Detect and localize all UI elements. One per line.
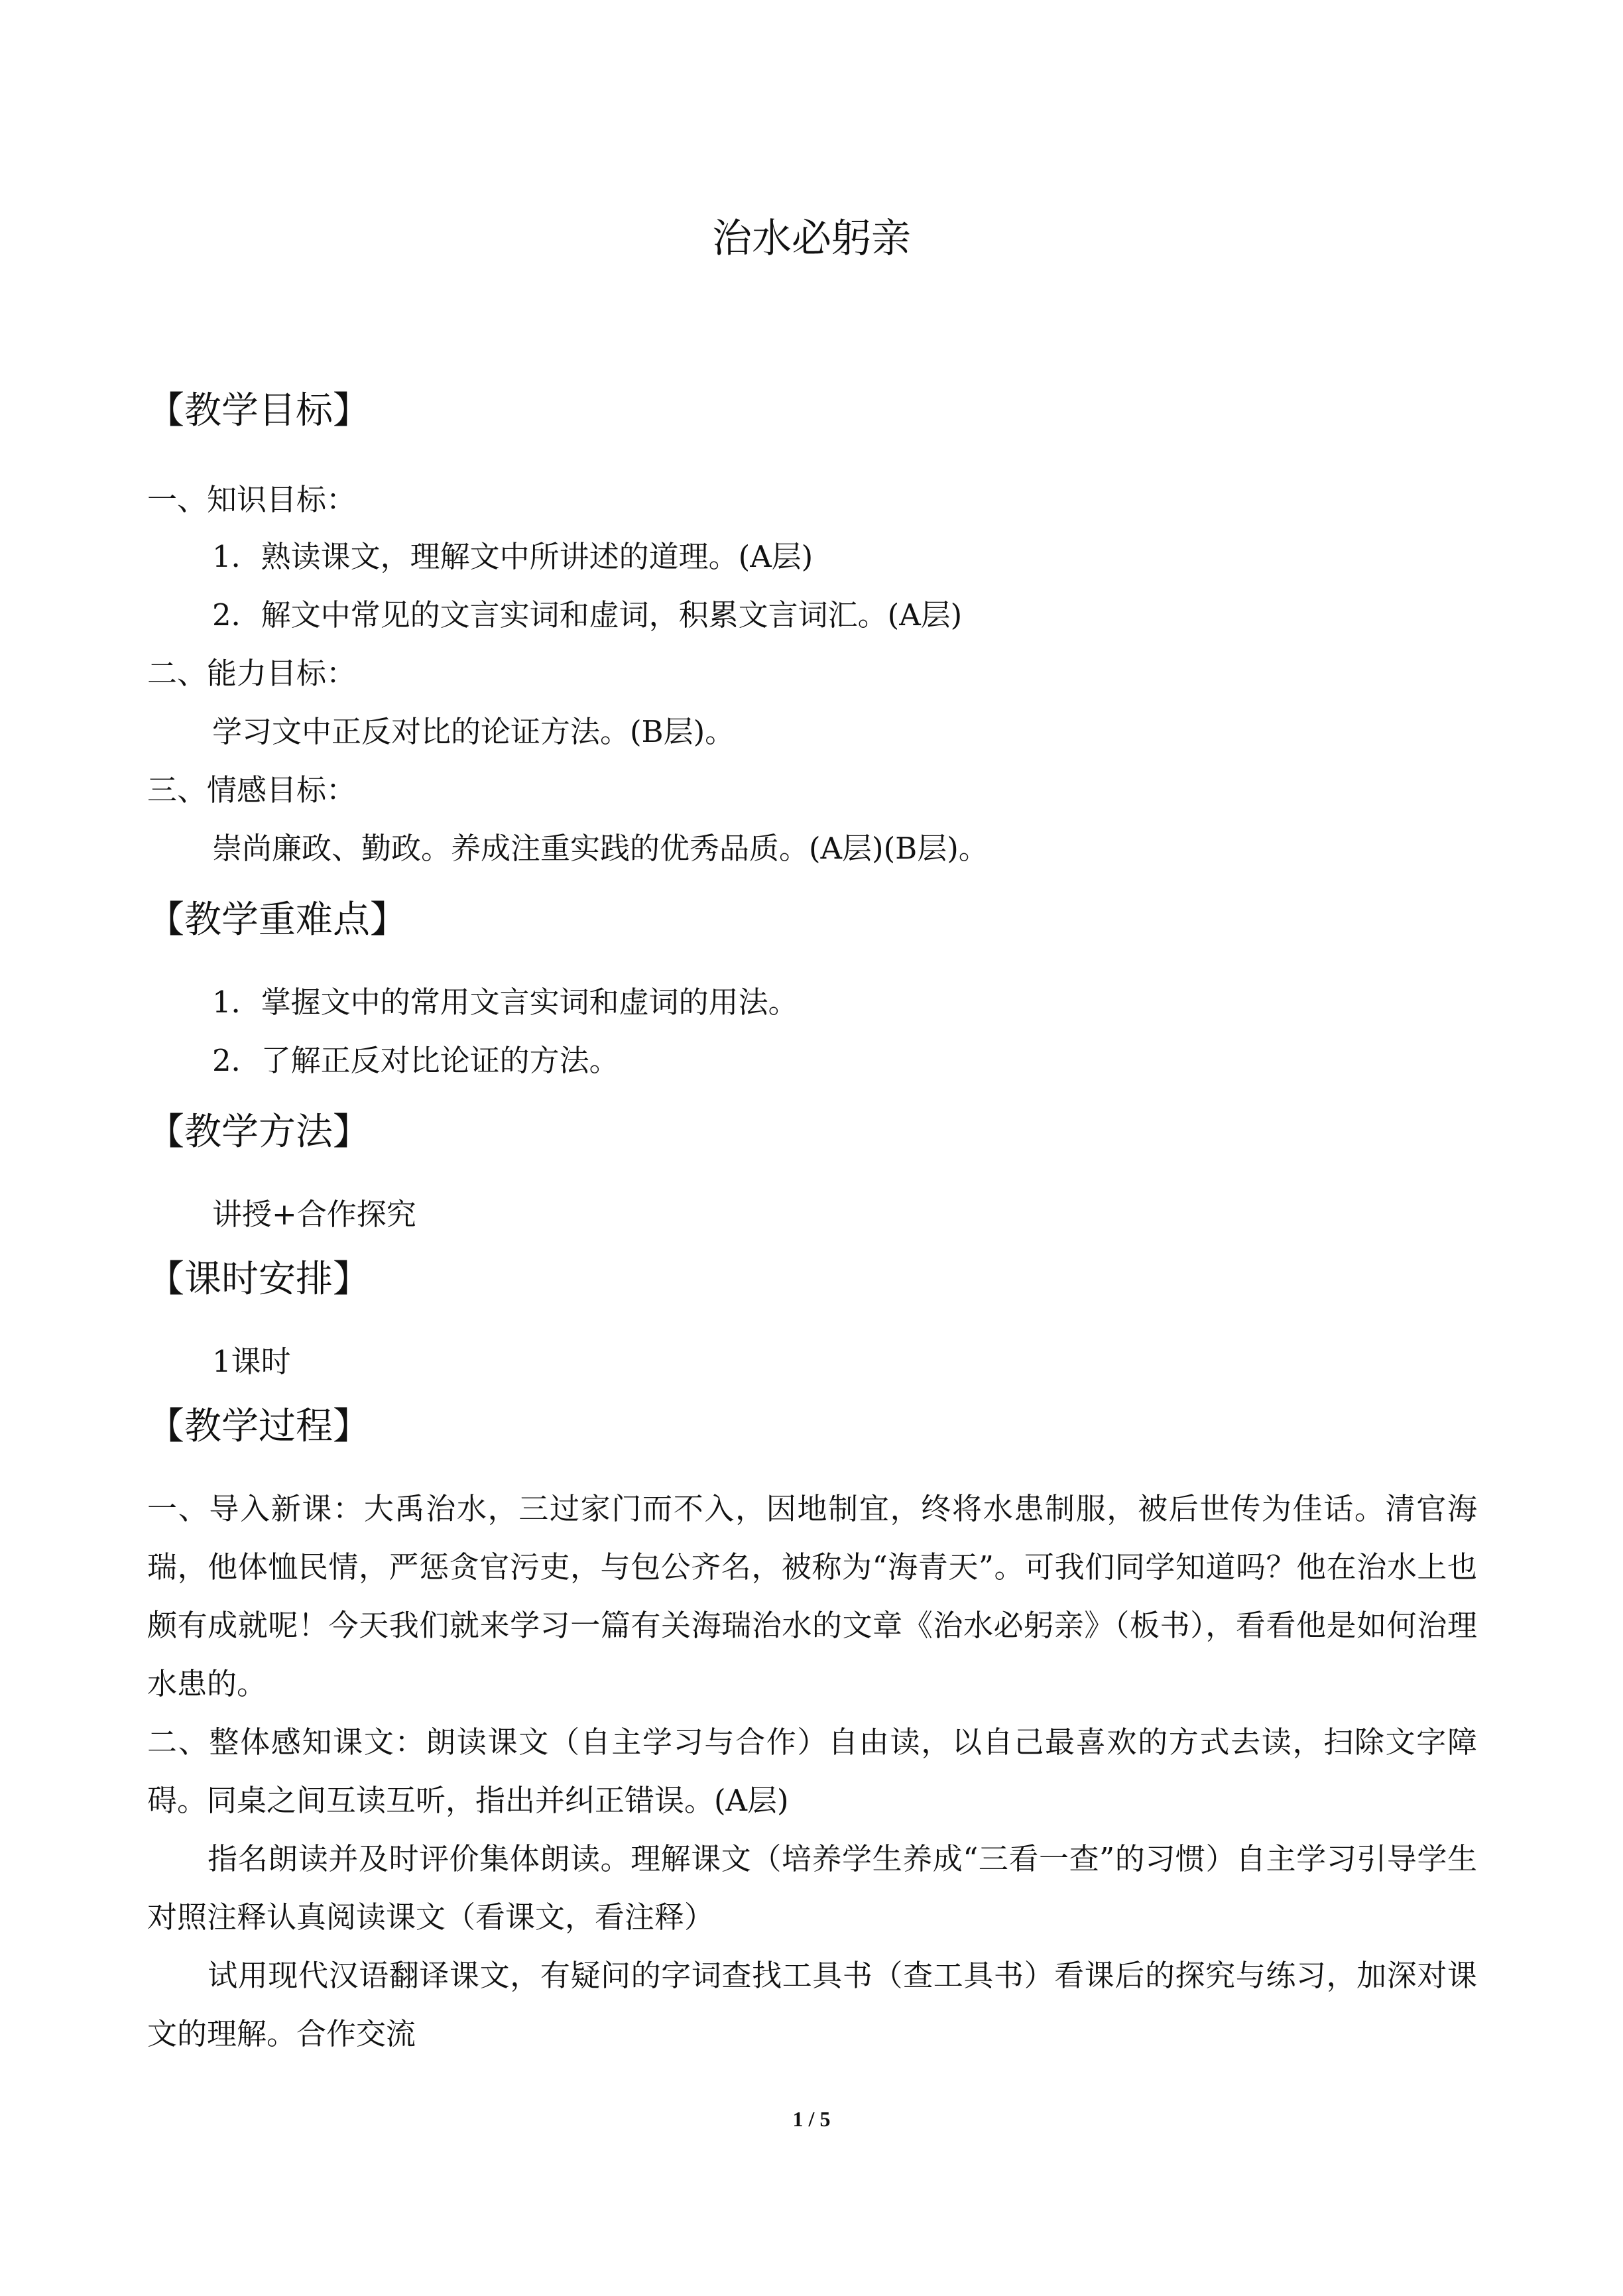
methods-text: 讲授+合作探究 (212, 1197, 416, 1232)
section-heading-methods: 【教学方法】 (147, 1111, 370, 1154)
section-heading-process: 【教学过程】 (147, 1405, 370, 1448)
process-paragraph-intro: 一、导入新课：大禹治水，三过家门而不入，因地制宜，终将水患制服，被后世传为佳话。清官海瑞，他体恤民情，严惩贪官污吏，与包公齐名，被称为“海青天”。可我们同学知道吗？他在治水上也颇有成就呢！今天我们就来学习一篇有关海瑞治水的文章《治水必躬亲》（板书），看看他是如何治理水患的。 (147, 1491, 1477, 1701)
ability-objective-label: 二、能力目标： (147, 656, 357, 691)
section-heading-schedule: 【课时安排】 (147, 1258, 370, 1301)
process-paragraph-translation: 试用现代汉语翻译课文，有疑问的字词查找工具书（查工具书）看课后的探究与练习，加深对课文的理解。合作交流 (147, 1958, 1477, 2051)
key-point-item-1: 1．掌握文中的常用文言实词和虚词的用法。 (212, 985, 798, 1020)
emotion-objective-label: 三、情感目标： (147, 772, 357, 808)
process-paragraph-overview: 二、整体感知课文：朗读课文（自主学习与合作）自由读，以自己最喜欢的方式去读，扫除文字障碍。同桌之间互读互听，指出并纠正错误。(A层) (147, 1724, 1477, 1818)
key-point-item-2: 2．了解正反对比论证的方法。 (212, 1043, 619, 1078)
knowledge-objective-item-2: 2．解文中常见的文言实词和虚词，积累文言词汇。(A层) (212, 597, 963, 633)
document-title: 治水必躬亲 (712, 215, 911, 262)
page-number: 1 / 5 (792, 2107, 831, 2131)
section-heading-objectives: 【教学目标】 (147, 389, 370, 432)
knowledge-objective-item-1: 1．熟读课文，理解文中所讲述的道理。(A层) (212, 539, 813, 574)
ability-objective-text: 学习文中正反对比的论证方法。(B层)。 (212, 714, 735, 749)
schedule-text: 1课时 (212, 1344, 291, 1379)
emotion-objective-text: 崇尚廉政、勤政。养成注重实践的优秀品质。(A层)(B层)。 (212, 831, 989, 866)
knowledge-objective-label: 一、知识目标： (147, 482, 357, 517)
section-heading-key-points: 【教学重难点】 (147, 898, 407, 941)
process-paragraph-reading: 指名朗读并及时评价集体朗读。理解课文（培养学生养成“三看一查”的习惯）自主学习引导学生对照注释认真阅读课文（看课文，看注释） (147, 1841, 1477, 1935)
